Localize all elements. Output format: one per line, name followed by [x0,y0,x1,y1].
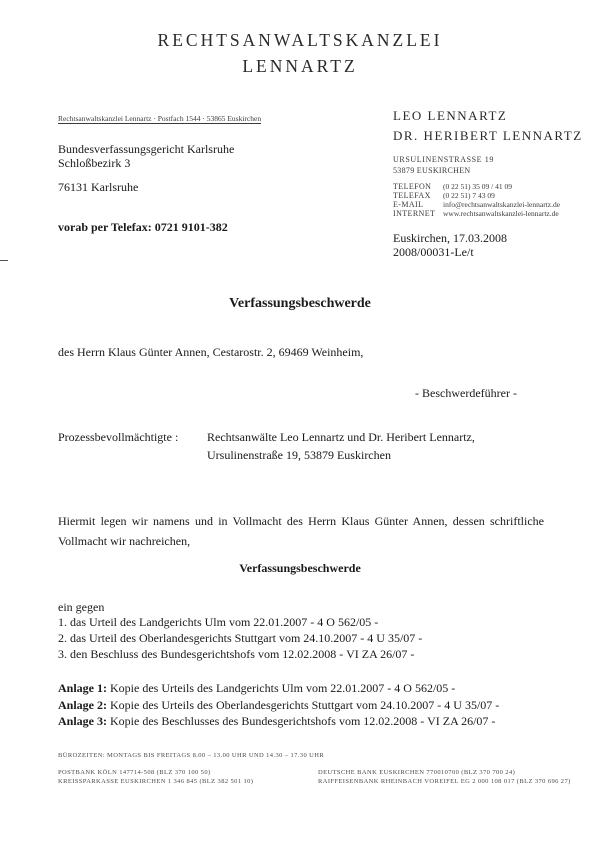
phone-label: TELEFON [393,182,432,191]
annex-item [58,714,495,729]
lawyer-name-2: DR. HERIBERT LENNARTZ [393,128,583,143]
phone-value: (0 22 51) 35 09 / 41 09 [443,182,512,191]
firm-name-line2: LENNARTZ [242,56,358,76]
firm-name-line1: RECHTSANWALTSKANZLEI [157,30,443,50]
fax-label: TELEFAX [393,191,431,200]
document-subtitle: Verfassungsbeschwerde [239,561,361,575]
return-address: Rechtsanwaltskanzlei Lennartz · Postfach 1544 · 53865 Euskirchen [58,114,262,123]
representatives-label: Prozessbevollmächtigte : [58,430,179,444]
office-hours: BÜROZEITEN: MONTAGS BIS FREITAGS 8.00 – 13.00 UHR UND 14.30 – 17.30 UHR [58,752,325,759]
email-label: E-MAIL [393,200,424,209]
annex-label: Anlage 1: [58,681,107,695]
recipient-street: Schloßbezirk 3 [58,156,131,170]
petitioner-role: - Beschwerdeführer - [415,386,517,400]
fold-mark [0,260,8,261]
annex-item [58,681,455,696]
file-reference: 2008/00031-Le/t [393,245,474,259]
fax-note: vorab per Telefax: 0721 9101-382 [58,220,228,234]
annex-text: Kopie des Beschlusses des Bundesgerichtshofs vom 12.02.2008 - VI ZA 26/07 - [107,714,496,728]
sender-street: URSULINENSTRASSE 19 [393,155,494,164]
website-label: INTERNET [393,209,436,218]
sender-city: 53879 EUSKIRCHEN [393,166,471,175]
contested-decision-item: 3. den Beschluss des Bundesgerichtshofs vom 12.02.2008 - VI ZA 26/07 - [58,647,415,661]
annex-item [58,698,499,713]
bank-account: KREISSPARKASSE EUSKIRCHEN 1 346 845 (BLZ 382 501 10) [58,778,254,785]
annex-label: Anlage 2: [58,698,107,712]
annex-label: Anlage 3: [58,714,107,728]
bank-account: DEUTSCHE BANK EUSKIRCHEN 770010700 (BLZ 370 700 24) [318,769,516,776]
contested-decision-item: 2. das Urteil des Oberlandesgerichts Stuttgart vom 24.10.2007 - 4 U 35/07 - [58,631,423,645]
bank-account: RAIFFEISENBANK RHEINBACH VOREIFEL EG 2 000 108 017 (BLZ 370 696 27) [318,778,571,785]
fax-value: (0 22 51) 7 43 09 [443,191,495,200]
contested-decision-item: 1. das Urteil des Landgerichts Ulm vom 22.01.2007 - 4 O 562/05 - [58,615,379,629]
bank-account: POSTBANK KÖLN 147714-508 (BLZ 370 100 50) [58,769,211,776]
annex-text: Kopie des Urteils des Landgerichts Ulm vom 22.01.2007 - 4 O 562/05 - [107,681,456,695]
intro-paragraph: Hiermit legen wir namens und in Vollmacht des Herrn Klaus Günter Annen, dessen schriftliche Vollmacht wir nachreichen, [58,514,544,548]
website-value: www.rechtsanwaltskanzlei-lennartz.de [443,209,559,218]
representatives-address: Ursulinenstraße 19, 53879 Euskirchen [207,448,391,462]
annex-text: Kopie des Urteils des Oberlandesgerichts Stuttgart vom 24.10.2007 - 4 U 35/07 - [107,698,500,712]
letter-date: Euskirchen, 17.03.2008 [393,231,507,245]
petitioner-line: des Herrn Klaus Günter Annen, Cestarostr. 2, 69469 Weinheim, [58,345,364,359]
recipient-city: 76131 Karlsruhe [58,180,139,194]
document-title: Verfassungsbeschwerde [229,296,371,311]
against-label: ein gegen [58,600,105,614]
lawyer-name-1: LEO LENNARTZ [393,108,508,123]
recipient-name: Bundesverfassungsgericht Karlsruhe [58,142,235,156]
representatives-names: Rechtsanwälte Leo Lennartz und Dr. Heribert Lennartz, [207,430,475,444]
email-value: info@rechtsanwaltskanzlei-lennartz.de [443,200,561,209]
